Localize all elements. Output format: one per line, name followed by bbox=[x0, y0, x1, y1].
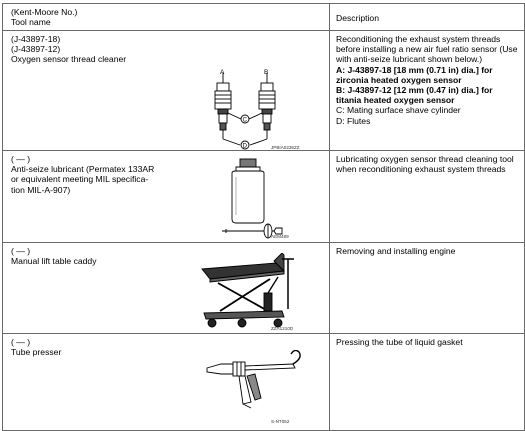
figure-label-d: D bbox=[242, 143, 247, 150]
thread-cleaner-figure bbox=[203, 69, 303, 151]
figure-label-c: C bbox=[242, 117, 247, 124]
table-row bbox=[3, 243, 525, 334]
tool-name-line: ( — ) bbox=[11, 246, 31, 256]
table-row bbox=[3, 151, 525, 243]
tool-cell bbox=[3, 334, 330, 431]
special-tools-table bbox=[2, 3, 525, 431]
tool-name-line: (J-43897-18) bbox=[11, 34, 61, 44]
figure-code: JPBIA0236ZZ bbox=[271, 145, 300, 150]
description-item-b: B: J-43897-12 [12 mm (0.47 in) dia.] for titania heated oxygen sensor bbox=[336, 85, 493, 106]
description-item-d: D: Flutes bbox=[336, 115, 371, 126]
tool-description: Lubricating oxygen sensor thread cleaning tool when reconditioning exhaust system threads bbox=[336, 154, 514, 175]
lift-table-figure bbox=[198, 253, 303, 333]
description-item-c: C: Mating surface shave cylinder bbox=[336, 105, 461, 116]
header-kent-moore-label: (Kent-Moore No.) bbox=[11, 7, 78, 17]
figure-label-b: B bbox=[264, 69, 269, 76]
header-tool-name-label: Tool name bbox=[11, 17, 51, 27]
tool-description: Pressing the tube of liquid gasket bbox=[336, 337, 463, 347]
tool-description: Removing and installing engine bbox=[336, 246, 456, 256]
description-cell bbox=[330, 243, 525, 334]
tool-name-line: tion MIL-A-907) bbox=[11, 184, 71, 195]
tool-cell bbox=[3, 31, 330, 151]
table-header-row bbox=[3, 4, 525, 31]
tool-name bbox=[11, 246, 97, 266]
header-description-label: Description bbox=[336, 13, 379, 23]
figure-code: ZZA1210D bbox=[271, 326, 294, 331]
tool-cell bbox=[3, 243, 330, 334]
tool-name bbox=[11, 337, 61, 357]
figure-code: AEM489 bbox=[271, 234, 289, 239]
header-tool-name-cell bbox=[3, 4, 330, 31]
tool-name-line: Tube presser bbox=[11, 347, 62, 358]
description-cell bbox=[330, 151, 525, 243]
tool-name bbox=[11, 34, 126, 65]
tool-name-line: (J-43897-12) bbox=[11, 44, 61, 55]
figure-code: S-NT052 bbox=[271, 419, 290, 424]
table-row bbox=[3, 31, 525, 151]
tool-name-line: Manual lift table caddy bbox=[11, 256, 97, 267]
header-description-cell bbox=[330, 4, 525, 31]
figure-label-a: A bbox=[220, 69, 225, 76]
tool-description bbox=[330, 31, 524, 126]
tool-cell bbox=[3, 151, 330, 243]
lubricant-bottle-figure bbox=[218, 157, 298, 241]
description-cell bbox=[330, 31, 525, 151]
tool-name-line: Anti-seize lubricant (Permatex 133AR bbox=[11, 164, 155, 175]
table-row bbox=[3, 334, 525, 431]
tool-name-line: ( — ) bbox=[11, 154, 31, 164]
tool-name bbox=[11, 154, 154, 195]
description-cell bbox=[330, 334, 525, 431]
tool-name-line: ( — ) bbox=[11, 337, 31, 347]
tool-name-line: or equivalent meeting MIL specifica- bbox=[11, 174, 149, 185]
tool-name-line: Oxygen sensor thread cleaner bbox=[11, 54, 127, 65]
description-intro: Reconditioning the exhaust system threads before installing a new air fuel ratio sensor (Use with anti-seize lubricant shown below.) bbox=[336, 34, 518, 65]
tube-presser-figure bbox=[203, 350, 308, 420]
description-item-a: A: J-43897-18 [18 mm (0.71 in) dia.] for zirconia heated oxygen sensor bbox=[336, 64, 493, 85]
